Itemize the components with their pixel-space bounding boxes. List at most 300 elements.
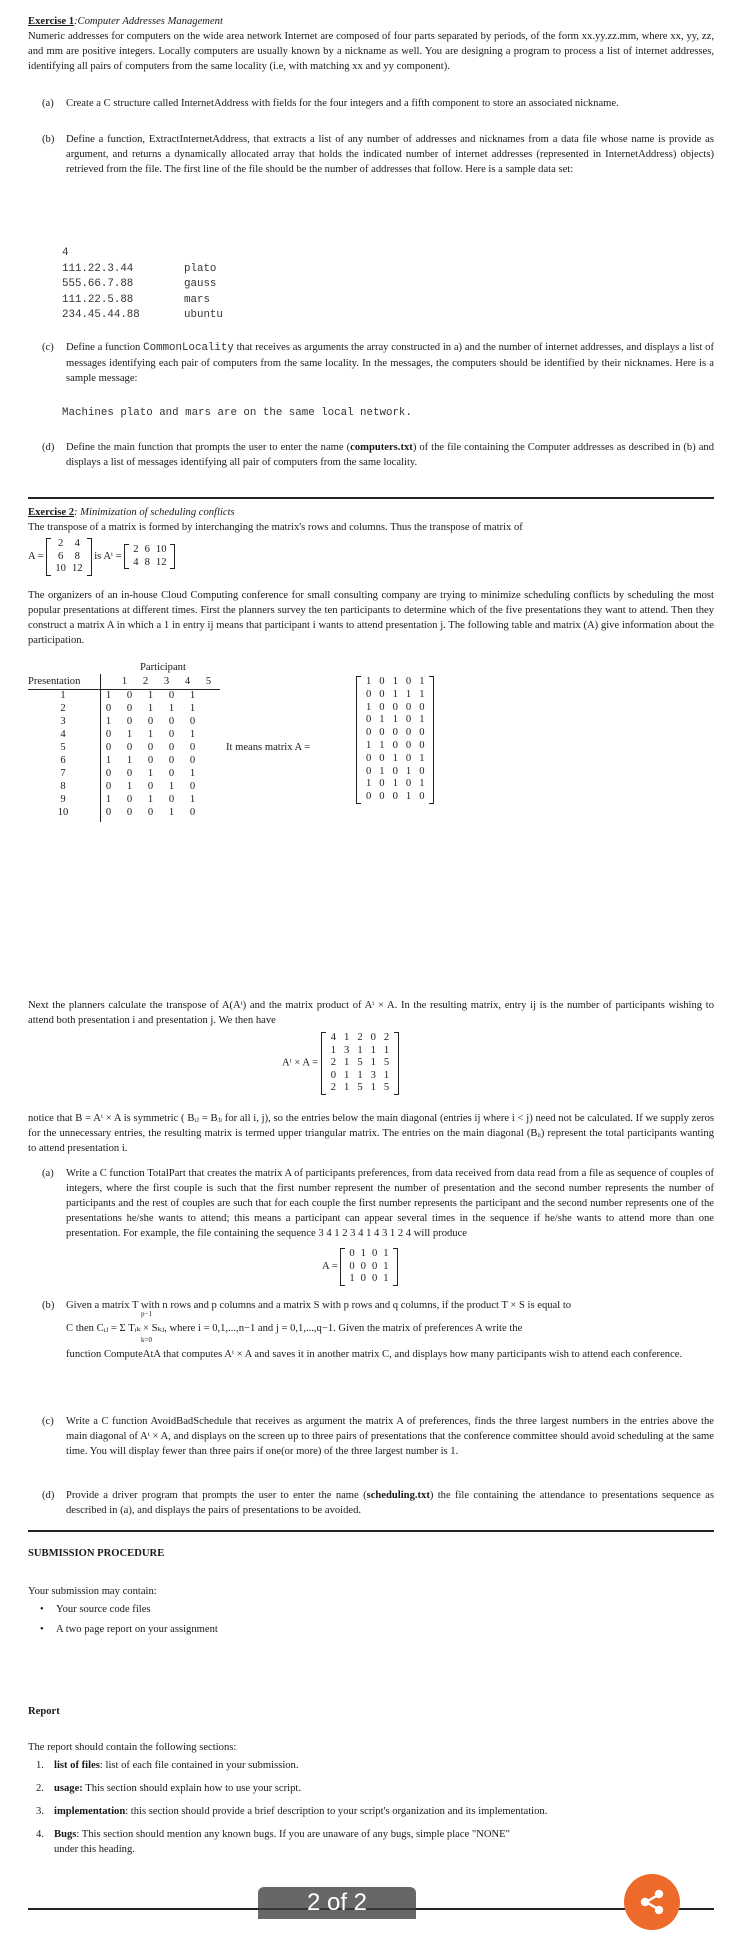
report-item-number: 1. xyxy=(36,1760,44,1771)
table-cell: 1 xyxy=(189,703,196,714)
small-matrix-row xyxy=(346,1261,391,1274)
matrix-a-cell: 0 xyxy=(419,739,425,751)
sample-data-set xyxy=(62,246,223,324)
report-item-text: This section should explain how to use your script. xyxy=(82,1783,301,1795)
matrix-a-cell: 0 xyxy=(419,727,425,739)
table-cell: 0 xyxy=(126,690,133,701)
product-matrix-cell: 1 xyxy=(344,1069,350,1081)
ex1-d-label: (d) xyxy=(42,442,55,453)
matrix-a-cell: 1 xyxy=(419,676,425,687)
table-col-header: 1 xyxy=(121,676,128,687)
product-matrix-cell: 5 xyxy=(383,1082,390,1093)
ex2-b-line3: function ComputeAtA that computes Aᵗ × A and saves it in another matrix C, and displays how many participants wish to attend each conference. xyxy=(66,1349,683,1361)
matrix-a-row xyxy=(362,740,428,753)
sample-ip: 234.45.44.88 xyxy=(62,309,140,321)
product-eq xyxy=(282,1032,399,1095)
table-row xyxy=(28,793,203,806)
matrix-a-cell: 0 xyxy=(392,701,398,713)
table-cell: 0 xyxy=(168,755,175,766)
matrix-a-small-row xyxy=(52,538,85,551)
matrix-a-cell: 1 xyxy=(379,765,385,777)
matrix-at-small-cell: 2 xyxy=(133,544,139,556)
matrix-a-row xyxy=(362,676,428,689)
small-matrix-row xyxy=(346,1248,391,1261)
ex2-d-text: Provide a driver program that prompts the user to enter the name (scheduling.txt) the file containing the attendance to presentations sequence as described in (a), and displays the pairs of presentations to be avoided. xyxy=(66,1490,714,1517)
matrix-a-row xyxy=(362,727,428,740)
small-matrix xyxy=(340,1248,397,1286)
sample-ip: 555.66.7.88 xyxy=(62,278,134,290)
report-items xyxy=(28,1758,714,1865)
report-item-number: 4. xyxy=(36,1829,44,1841)
ex1-b-text: Define a function, ExtractInternetAddress, that extracts a list of any number of addresses and nicknames from a data file whose name is provide as argument, and returns a dynamically allocated array that holds the indicated number of internet addresses (represented in InternetAddress) objects) retrieved from the file. The first line of the file should be the number of addresses that follow. Here is a sample data set: xyxy=(66,134,714,176)
product-matrix xyxy=(321,1032,399,1095)
ex1-c-label: (c) xyxy=(42,342,54,353)
exercise-2-subtitle: : Minimization of scheduling conflicts xyxy=(74,507,235,518)
table-row-id: 4 xyxy=(60,729,66,740)
exercise-2-para3: Next the planners calculate the transpose of A(Aᵗ) and the matrix product of Aᵗ × A. In the resulting matrix, entry ij is the number of participants wishing to attend both presentation i and presentation j. We then have xyxy=(28,1000,714,1027)
matrix-a-cell: 1 xyxy=(405,791,412,803)
matrix-a-row xyxy=(362,689,428,702)
product-matrix-cell: 1 xyxy=(344,1032,350,1043)
table-cell: 1 xyxy=(168,781,175,792)
table-cell: 0 xyxy=(105,703,112,714)
matrix-a-cell: 1 xyxy=(419,688,425,700)
matrix-a-cell: 0 xyxy=(405,778,412,790)
table-row-id: 1 xyxy=(60,690,66,701)
product-matrix-cell: 2 xyxy=(383,1032,390,1043)
matrix-a-cell: 1 xyxy=(366,676,372,687)
report-item-text: : list of each file contained in your submission. xyxy=(99,1760,299,1771)
small-matrix-cell: 0 xyxy=(360,1260,366,1272)
sample-nickname: ubuntu xyxy=(184,309,223,321)
matrix-a-cell: 0 xyxy=(419,701,425,713)
product-matrix-cell: 1 xyxy=(370,1044,376,1056)
table-col-header: 3 xyxy=(163,676,170,687)
matrix-a-cell: 0 xyxy=(405,676,412,687)
ex1-a-label: (a) xyxy=(42,98,54,109)
matrix-at-small xyxy=(124,544,175,569)
product-matrix-cell: 1 xyxy=(357,1044,363,1056)
table-cell: 0 xyxy=(126,794,133,805)
ex2-c-label: (c) xyxy=(42,1416,54,1427)
ex2-b-line1: Given a matrix T with n rows and p columns and a matrix S with p rows and q columns, if the product T × S is equal to xyxy=(66,1300,572,1311)
ex2-b-sum-line xyxy=(66,1310,714,1345)
table-cell: 0 xyxy=(105,807,112,818)
matrix-a-row xyxy=(362,778,428,791)
table-cell: 0 xyxy=(189,807,196,818)
table-cell: 1 xyxy=(126,781,133,792)
small-matrix-cell: 0 xyxy=(349,1248,355,1259)
ex2-d-label: (d) xyxy=(42,1490,55,1501)
table-cell: 0 xyxy=(168,742,175,753)
table-header-row xyxy=(28,674,220,690)
product-matrix-cell: 5 xyxy=(357,1057,363,1068)
submission-intro: Your submission may contain: xyxy=(28,1586,157,1597)
sum-upper-bound: p−1 xyxy=(141,1310,152,1319)
product-matrix-cell: 1 xyxy=(383,1044,390,1056)
table-cell: 1 xyxy=(147,794,154,805)
table-row xyxy=(28,715,203,728)
matrix-a-row xyxy=(362,702,428,715)
matrix-a-cell: 0 xyxy=(379,752,385,764)
matrix-a-large xyxy=(356,676,434,804)
report-item-title: list of files xyxy=(54,1760,100,1771)
table-cell: 0 xyxy=(105,768,112,779)
small-matrix-cell: 0 xyxy=(371,1260,378,1272)
product-eq-label: Aᵗ × A = xyxy=(282,1057,319,1069)
matrix-a-cell: 1 xyxy=(379,714,385,726)
table-cell: 1 xyxy=(105,716,112,727)
product-matrix-cell: 1 xyxy=(357,1069,363,1081)
table-row-id: 10 xyxy=(57,807,69,818)
small-matrix-cell: 1 xyxy=(349,1273,355,1284)
table-cell: 0 xyxy=(147,781,154,792)
report-item xyxy=(28,1758,714,1773)
ex2-b-label: (b) xyxy=(42,1300,55,1311)
matrix-a-cell: 0 xyxy=(379,727,385,739)
table-row-id: 7 xyxy=(60,768,66,779)
matrix-a-cell: 0 xyxy=(392,739,398,751)
matrix-at-small-row xyxy=(130,544,169,557)
ex1-b-label: (b) xyxy=(42,134,55,145)
ex1-a-text: Create a C structure called InternetAddress with fields for the four integers and a fifth component to store an associated nickname. xyxy=(66,98,619,109)
exercise-2-intro-text: The transpose of a matrix is formed by interchanging the matrix's rows and columns. Thus the transpose of matrix of xyxy=(28,522,523,534)
table-row-id: 9 xyxy=(60,794,66,805)
table-cell: 0 xyxy=(189,781,196,792)
product-matrix-cell: 0 xyxy=(330,1069,337,1081)
matrix-a-small-cell: 4 xyxy=(74,538,80,549)
matrix-a-cell: 0 xyxy=(366,714,372,726)
exercise-2-title: Exercise 2 xyxy=(28,507,74,518)
report-item xyxy=(28,1781,714,1796)
matrix-a-cell: 0 xyxy=(379,791,385,803)
matrix-a-cell: 0 xyxy=(366,688,372,700)
small-eq-label: A = xyxy=(322,1261,338,1273)
product-matrix-cell: 5 xyxy=(383,1057,390,1068)
means-matrix-label: It means matrix A = xyxy=(226,742,311,753)
table-cell: 0 xyxy=(126,703,133,714)
matrix-a-small-cell: 8 xyxy=(74,550,80,562)
product-matrix-cell: 1 xyxy=(370,1057,376,1068)
matrix-a-small-cell: 12 xyxy=(71,563,83,574)
list-item xyxy=(28,1602,628,1622)
product-matrix-cell: 1 xyxy=(330,1044,337,1056)
table-cell: 0 xyxy=(126,716,133,727)
product-matrix-cell: 3 xyxy=(370,1069,376,1081)
table-cell: 1 xyxy=(189,729,196,740)
report-item-number: 3. xyxy=(36,1806,44,1818)
small-matrix-row xyxy=(346,1273,391,1286)
table-cell: 0 xyxy=(168,729,175,740)
exercise-1-subtitle: :Computer Addresses Management xyxy=(74,16,223,27)
matrix-a-cell: 1 xyxy=(379,739,385,751)
table-cell: 0 xyxy=(189,742,196,753)
matrix-a-cell: 0 xyxy=(366,765,372,777)
ex1-d-text: Define the main function that prompts the user to enter the name (computers.txt) of the file containing the Computer addresses as described in (b) and displays a list of messages identifying all pair of computers from the same locality. xyxy=(66,442,715,469)
ex1-part-d xyxy=(28,440,714,470)
table-row xyxy=(28,767,203,780)
sample-row xyxy=(62,308,223,324)
table-col-header: 2 xyxy=(142,676,149,687)
bullet-text: Your source code files xyxy=(56,1604,151,1615)
exercise-1-intro-text: Numeric addresses for computers on the wide area network Internet are composed of four parts separated by periods, of the form xx.yy.zz.mm, where xx, yy, zz, and mm are positive integers. Locally computers are usually known by a nickname as well. You are designing a program to process a list of internet addresses, identifying all pairs of computers from the same locality (i.e, with matching xx and yy component). xyxy=(28,31,714,73)
table-row xyxy=(28,741,203,754)
table-cell: 1 xyxy=(168,807,175,818)
exercise-2-para4: notice that B = Aᵗ × A is symmetric ( Bᵢⱼ = Bⱼᵢ for all i, j), so the entries below the main diagonal (entries ij where i < j) need not be calculated. If we supply zeros for the unnecessary entries, the resulting matrix is termed upper triangular matrix. The entries on the main diagonal (Bᵢᵢ) represent the total participants wanting to attend presentation i. xyxy=(28,1113,714,1155)
ex2-part-a xyxy=(28,1166,714,1241)
matrix-a-cell: 1 xyxy=(419,714,425,726)
bullet-dot: • xyxy=(40,1624,44,1635)
table-cell: 0 xyxy=(147,716,154,727)
ex1-c-text: Define a function CommonLocality that receives as arguments the array constructed in a) and the number of internet addresses, and displays a list of messages identifying each pair of computers from the same locality. In the messages, the computers should be identified by their nicknames. Here is a sample message: xyxy=(66,342,714,385)
exercise-1-title: Exercise 1 xyxy=(28,16,74,27)
report-heading: Report xyxy=(28,1706,60,1717)
sample-row xyxy=(62,262,223,278)
matrix-a-cell: 0 xyxy=(379,688,385,700)
table-cell: 0 xyxy=(126,742,133,753)
matrix-a-cell: 1 xyxy=(366,778,372,790)
presentation-header: Presentation xyxy=(28,676,81,687)
table-row xyxy=(28,780,203,793)
product-matrix-row xyxy=(327,1057,393,1070)
matrix-a-cell: 0 xyxy=(392,727,398,739)
product-matrix-row xyxy=(327,1032,393,1045)
matrix-at-small-cell: 8 xyxy=(144,556,150,568)
report-item-title: Bugs xyxy=(54,1829,77,1841)
submission-bullets xyxy=(28,1602,628,1642)
matrix-a-cell: 0 xyxy=(366,727,372,739)
table-row-id: 2 xyxy=(60,703,66,714)
share-icon xyxy=(624,1874,680,1930)
table-cell: 1 xyxy=(126,729,133,740)
table-cell: 1 xyxy=(168,703,175,714)
matrix-a-cell: 0 xyxy=(392,765,398,777)
matrix-at-small-cell: 4 xyxy=(133,556,139,568)
product-matrix-cell: 2 xyxy=(330,1082,337,1093)
table-cell: 0 xyxy=(126,768,133,779)
section-divider xyxy=(28,497,714,499)
sample-row xyxy=(62,277,223,293)
table-cell: 1 xyxy=(147,690,154,701)
table-cell: 0 xyxy=(147,755,154,766)
sample-message: Machines plato and mars are on the same local network. xyxy=(62,407,412,419)
exercise-2-intro xyxy=(28,505,714,535)
small-matrix-cell: 1 xyxy=(383,1260,389,1272)
small-matrix-cell: 1 xyxy=(383,1248,389,1259)
table-cell: 0 xyxy=(105,742,112,753)
table-row-id: 8 xyxy=(60,781,66,792)
matrix-a-cell: 0 xyxy=(419,765,425,777)
report-item-number: 2. xyxy=(36,1783,44,1795)
matrix-a-small-cell: 6 xyxy=(58,550,64,562)
table-cell: 1 xyxy=(105,794,112,805)
table-cell: 1 xyxy=(147,729,154,740)
ex1-part-a xyxy=(28,96,714,111)
matrix-a-small-row xyxy=(52,551,85,564)
table-cell: 0 xyxy=(189,716,196,727)
table-cell: 0 xyxy=(168,690,175,701)
small-matrix-cell: 0 xyxy=(349,1260,355,1272)
matrix-at-small-row xyxy=(130,557,169,570)
report-intro: The report should contain the following sections: xyxy=(28,1742,237,1753)
sum-lower-bound: k=0 xyxy=(141,1336,152,1345)
table-cell: 0 xyxy=(189,755,196,766)
matrix-at-small-cell: 12 xyxy=(155,556,167,568)
common-locality-code: CommonLocality xyxy=(143,342,234,354)
product-matrix-cell: 2 xyxy=(330,1057,337,1068)
matrix-a-cell: 1 xyxy=(366,701,372,713)
table-cell: 1 xyxy=(105,755,112,766)
matrix-a-cell: 1 xyxy=(366,739,372,751)
product-matrix-cell: 0 xyxy=(370,1032,376,1043)
matrix-at-small-cell: 10 xyxy=(155,544,167,556)
product-matrix-cell: 4 xyxy=(330,1032,337,1043)
sample-ip: 111.22.5.88 xyxy=(62,293,134,306)
product-matrix-cell: 2 xyxy=(357,1032,363,1043)
ex1-part-c xyxy=(28,340,714,386)
table-row-id: 5 xyxy=(60,742,66,753)
matrix-a-cell: 0 xyxy=(366,791,372,803)
table-col-header: 4 xyxy=(184,676,191,687)
list-item xyxy=(28,1622,628,1642)
table-col-header: 5 xyxy=(205,676,212,687)
sample-nickname: mars xyxy=(184,293,210,306)
page-indicator: 2 of 2 xyxy=(258,1887,416,1919)
product-matrix-row xyxy=(327,1045,393,1058)
table-cell: 0 xyxy=(147,742,154,753)
table-cell: 0 xyxy=(105,729,112,740)
table-cell: 1 xyxy=(126,755,133,766)
sample-nickname: plato xyxy=(184,262,217,275)
ex2-a-label: (a) xyxy=(42,1168,54,1179)
table-row xyxy=(28,806,203,819)
small-matrix-cell: 1 xyxy=(383,1273,389,1284)
ex2-a-text: Write a C function TotalPart that creates the matrix A of participants preferences, from data received from data read from a file as sequence of couples of integers, where the first couple is such that the first number represent the number of presentation and the second number represents the number of participants and the rest of couples are such that for each couple the first number represents the participant and the second number represents one of the presentations he/she wants to attend; this means a participant can appear several times in the sequence if he/she wants to attend more than one presentation. For example, the file containing the sequence 3 4 1 2 3 4 1 4 3 1 2 4 will produce xyxy=(66,1168,714,1240)
table-row xyxy=(28,728,203,741)
table-row xyxy=(28,754,203,767)
table-cell: 0 xyxy=(168,768,175,779)
product-matrix-cell: 1 xyxy=(344,1057,350,1068)
table-cell: 1 xyxy=(147,703,154,714)
table-cell: 1 xyxy=(105,690,112,701)
submission-heading: SUBMISSION PROCEDURE xyxy=(28,1548,165,1559)
product-matrix-cell: 5 xyxy=(357,1082,363,1093)
product-matrix-cell: 1 xyxy=(383,1069,390,1081)
sample-count: 4 xyxy=(62,247,69,259)
matrix-a-cell: 0 xyxy=(405,727,412,739)
matrix-a-small xyxy=(46,538,91,576)
table-cell: 1 xyxy=(189,768,196,779)
share-button[interactable] xyxy=(624,1874,680,1930)
report-item-title: usage: xyxy=(54,1783,83,1795)
ex2-c-text: Write a C function AvoidBadSchedule that receives as argument the matrix A of preferences, finds the three largest numbers in the entries above the main diagonal of Aᵗ × A, and displays on the screen up to three pairs of presentations that the conference committee should avoid scheduling at the same time. You will display fewer than three pairs if one(or more) of the three largest number is 1. xyxy=(66,1416,714,1458)
sample-ip: 111.22.3.44 xyxy=(62,262,134,275)
matrix-a-cell: 1 xyxy=(392,778,398,790)
matrix-a-row xyxy=(362,714,428,727)
report-item-title: implementation xyxy=(54,1806,126,1818)
matrix-a-cell: 1 xyxy=(405,765,412,777)
table-row-id: 6 xyxy=(60,755,66,766)
matrix-a-cell: 1 xyxy=(392,752,398,764)
bullet-dot: • xyxy=(40,1604,44,1615)
matrix-a-cell: 0 xyxy=(379,676,385,687)
matrix-a-cell: 1 xyxy=(392,688,398,700)
product-matrix-cell: 1 xyxy=(344,1082,350,1093)
small-matrix-cell: 1 xyxy=(360,1248,366,1259)
matrix-a-cell: 0 xyxy=(379,778,385,790)
product-matrix-row xyxy=(327,1070,393,1083)
matrix-a-cell: 1 xyxy=(392,714,398,726)
report-item-text: : This section should mention any known bugs. If you are unaware of any bugs, simple place "NONE" under this heading. xyxy=(54,1829,510,1856)
exercise-2-para2: The organizers of an in-house Cloud Computing conference for small consulting company are trying to minimize scheduling conflicts by scheduling the most popular presentations at different times. First the planners survey the ten participants to determine which of the five presentations they want to attend. Then they construct a matrix A in which a 1 in entry ij means that participant i wants to attend presentation j. The following table and matrix (A) give information about the participation. xyxy=(28,590,714,647)
matrix-a-small-row xyxy=(52,563,85,576)
table-cell: 0 xyxy=(105,781,112,792)
matrix-at-small-cell: 6 xyxy=(144,544,150,556)
table-row xyxy=(28,702,203,715)
report-item-text: : this section should provide a brief description to your script's organization and its implementation. xyxy=(125,1806,548,1818)
matrix-a-row xyxy=(362,791,428,804)
matrix-a-cell: 0 xyxy=(392,791,398,803)
matrix-a-cell: 0 xyxy=(405,714,412,726)
small-matrix-cell: 0 xyxy=(360,1273,366,1284)
ex2-part-b xyxy=(28,1298,714,1362)
product-matrix-cell: 1 xyxy=(370,1082,376,1093)
matrix-a-cell: 1 xyxy=(419,778,425,790)
table-cell: 1 xyxy=(147,768,154,779)
matrix-a-row xyxy=(362,766,428,779)
small-matrix-cell: 0 xyxy=(371,1273,378,1284)
ex2-part-c xyxy=(28,1414,714,1459)
matrix-a-cell: 0 xyxy=(366,752,372,764)
a-eq-label: A = xyxy=(28,551,44,563)
table-cell: 1 xyxy=(189,690,196,701)
ex2-b-line2: C then Cᵢⱼ = Σ Tᵢₖ × Sₖⱼ, where i = 0,1,...,n−1 and j = 0,1,...,q−1. Given the matrix of preferences A write the xyxy=(66,1323,523,1335)
matrix-a-small-cell: 2 xyxy=(58,538,64,549)
matrix-a-cell: 1 xyxy=(392,676,398,687)
matrix-a-cell: 0 xyxy=(379,701,385,713)
matrix-a-small-cell: 10 xyxy=(55,563,66,574)
table-cell: 0 xyxy=(126,807,133,818)
sample-nickname: gauss xyxy=(184,278,217,290)
table-row-id: 3 xyxy=(60,716,66,727)
matrix-a-row xyxy=(362,753,428,766)
table-cell: 0 xyxy=(147,807,154,818)
matrix-a-cell: 0 xyxy=(405,739,412,751)
is-at-label: is Aᵗ = xyxy=(94,551,122,563)
table-cell: 1 xyxy=(189,794,196,805)
ex1-part-b xyxy=(28,132,714,177)
matrix-a-cell: 1 xyxy=(419,752,425,764)
table-cell: 0 xyxy=(168,794,175,805)
sample-row xyxy=(62,293,223,309)
ex2-part-d xyxy=(28,1488,714,1518)
bullet-text: A two page report on your assignment xyxy=(56,1624,218,1635)
exercise-1-intro xyxy=(28,14,714,74)
transpose-example xyxy=(28,538,175,576)
small-matrix-cell: 0 xyxy=(371,1248,378,1259)
matrix-a-cell: 0 xyxy=(405,752,412,764)
product-matrix-cell: 3 xyxy=(344,1044,350,1056)
participant-header: Participant xyxy=(140,662,186,673)
product-matrix-row xyxy=(327,1082,393,1095)
matrix-a-cell: 0 xyxy=(419,791,425,803)
matrix-a-cell: 1 xyxy=(405,688,412,700)
report-item xyxy=(28,1804,714,1819)
submission-divider xyxy=(28,1530,714,1532)
table-row xyxy=(28,689,203,702)
report-item xyxy=(28,1827,714,1857)
table-cell: 0 xyxy=(168,716,175,727)
